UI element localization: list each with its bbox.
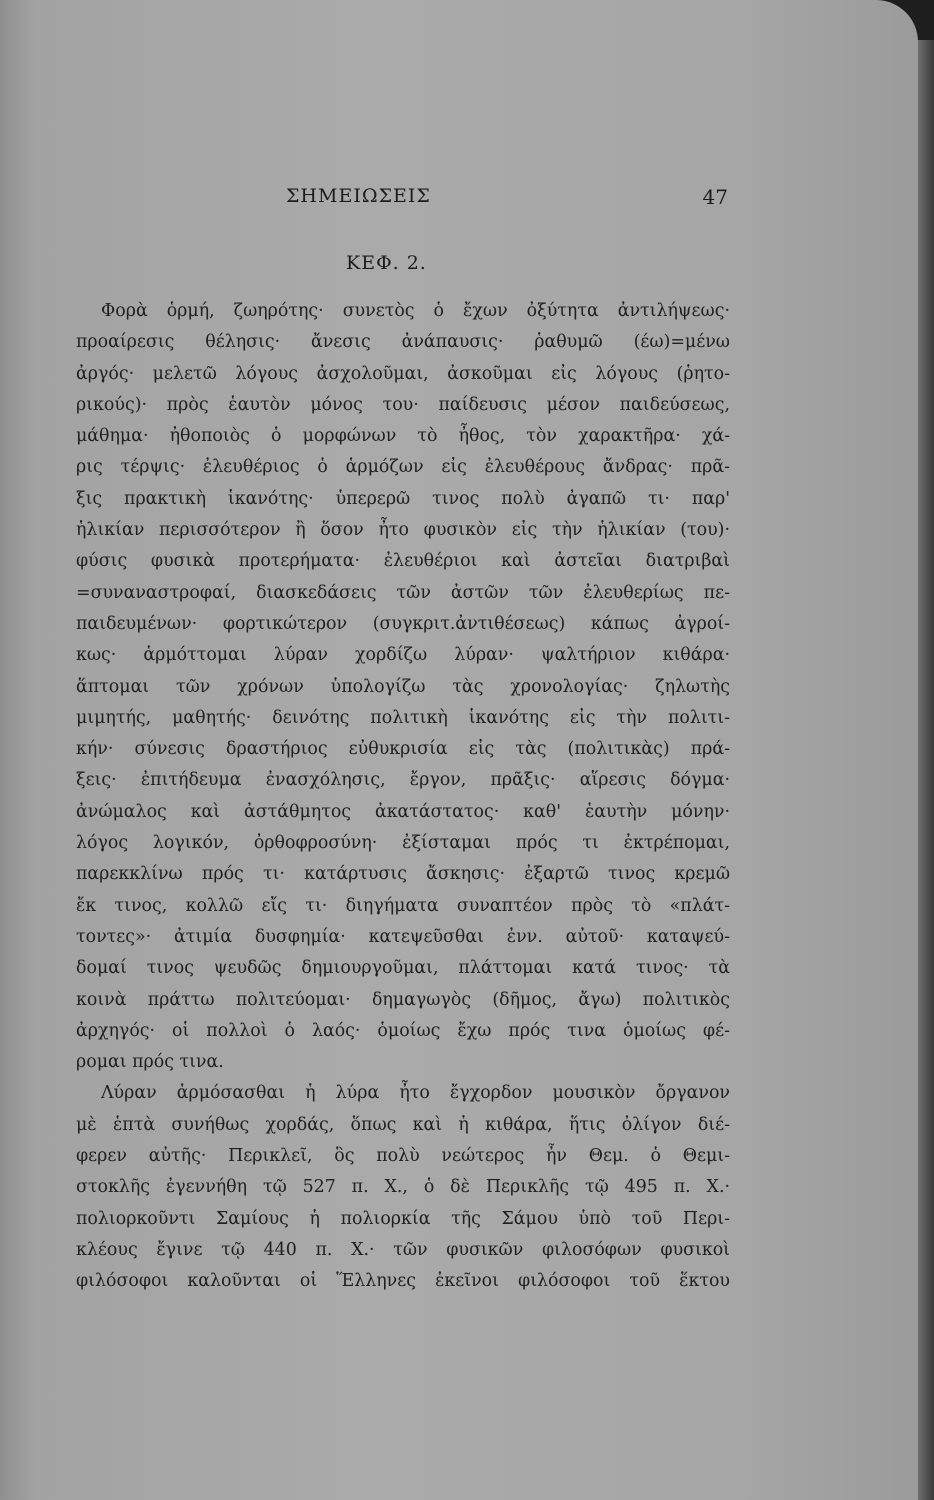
text-line: Λύραν ἁρμόσασθαι ἡ λύρα ἦτο ἔγχορδον μουσικὸν ὄργανον bbox=[101, 1083, 730, 1104]
text-line: δομαί τινος ψευδῶς δημιουργοῦμαι, πλάττομαι κατά τινος· τὰ bbox=[76, 958, 730, 979]
text-line: ρομαι πρός τινα. bbox=[76, 1052, 224, 1073]
text-line: ρις τέρψις· ἐλευθέριος ὁ ἁρμόζων εἰς ἐλευθέρους ἄνδρας· πρᾶ- bbox=[76, 457, 730, 478]
text-line: ξις πρακτικὴ ἱκανότης· ὑπερερῶ τινος πολὺ ἀγαπῶ τι· παρ' bbox=[76, 488, 730, 509]
text-line: =συναναστροφαί, διασκεδάσεις τῶν ἀστῶν τῶν ἐλευθερίως πε- bbox=[76, 582, 730, 603]
text-line: τοντες»· ἀτιμία δυσφημία· κατεψεῦσθαι ἐνν. αὐτοῦ· καταψεύ- bbox=[76, 926, 730, 947]
text-line: μάθημα· ἠθοποιὸς ὁ μορφώνων τὸ ἦθος, τὸν χαρακτῆρα· χά- bbox=[76, 426, 730, 447]
text-line: κλέους ἔγινε τῷ 440 π. Χ.· τῶν φυσικῶν φιλοσόφων φυσικοὶ bbox=[76, 1239, 730, 1260]
text-line: μὲ ἑπτὰ συνήθως χορδάς, ὅπως καὶ ἡ κιθάρα, ἥτις ὀλίγον διέ- bbox=[76, 1114, 730, 1135]
text-line: παιδευμένων· φορτικώτερον (συγκριτ.ἀντιθέσεως) κάπως ἀγροί- bbox=[76, 613, 730, 634]
text-line: κοινὰ πράττω πολιτεύομαι· δημαγωγὸς (δῆμος, ἄγω) πολιτικὸς bbox=[76, 989, 730, 1010]
text-line: παρεκκλίνω πρός τι· κατάρτυσις ἄσκησις· ἐξαρτῶ τινος κρεμῶ bbox=[76, 864, 730, 885]
text-line: λόγος λογικόν, ὀρθοφροσύνη· ἐξίσταμαι πρός τι ἐκτρέπομαι, bbox=[76, 833, 730, 854]
page-header bbox=[286, 185, 728, 215]
text-line: ἔκ τινος, κολλῶ εἴς τι· διηγήματα συναπτέον πρὸς τὸ «πλάτ- bbox=[76, 895, 730, 916]
text-line: φιλόσοφοι καλοῦνται οἱ Ἕλληνες ἐκεῖνοι φιλόσοφοι τοῦ ἕκτου bbox=[76, 1271, 730, 1292]
text-line: κως· ἁρμόττομαι λύραν χορδίζω λύραν· ψαλτήριον κιθάρα· bbox=[76, 645, 730, 666]
text-line: φερεν αὐτῆς· Περικλεῖ, ὃς πολὺ νεώτερος ἦν Θεμ. ὁ Θεμι- bbox=[76, 1146, 730, 1167]
text-line: στοκλῆς ἐγεννήθη τῷ 527 π. Χ., ὁ δὲ Περικλῆς τῷ 495 π. Χ.· bbox=[76, 1177, 730, 1198]
text-line: προαίρεσις θέλησις· ἄνεσις ἀνάπαυσις· ῥαθυμῶ (έω)=μένω bbox=[76, 332, 730, 353]
text-line: φύσις φυσικὰ προτερήματα· ἐλευθέριοι καὶ ἀστεῖαι διατριβαὶ bbox=[76, 551, 730, 572]
page-number: 47 bbox=[702, 185, 728, 209]
text-line: μιμητής, μαθητής· δεινότης πολιτικὴ ἱκανότης εἰς τὴν πολιτι- bbox=[76, 707, 730, 728]
text-line: ἅπτομαι τῶν χρόνων ὑπολογίζω τὰς χρονολογίας· ζηλωτὴς bbox=[76, 676, 730, 697]
notes-body bbox=[76, 296, 730, 1298]
text-line: ἡλικίαν περισσότερον ἢ ὅσον ἦτο φυσικὸν εἰς τὴν ἡλικίαν (του)· bbox=[76, 520, 730, 541]
text-line: ἀρχηγός· οἱ πολλοὶ ὁ λαός· ὁμοίως ἔχω πρός τινα ὁμοίως φέ- bbox=[76, 1020, 730, 1041]
chapter-heading: ΚΕΦ. 2. bbox=[346, 252, 427, 274]
running-title: ΣΗΜΕΙΩΣΕΙΣ bbox=[286, 185, 431, 207]
text-line: ρικούς)· πρὸς ἑαυτὸν μόνος του· παίδευσις μέσον παιδεύσεως, bbox=[76, 394, 730, 415]
text-line: κήν· σύνεσις δραστήριος εὐθυκρισία εἰς τὰς (πολιτικὰς) πρά- bbox=[76, 739, 730, 760]
text-line: ἀργός· μελετῶ λόγους ἀσχολοῦμαι, ἀσκοῦμαι εἰς λόγους (ῥητο- bbox=[76, 363, 730, 384]
text-line: πολιορκοῦντι Σαμίους ἡ πολιορκία τῆς Σάμου ὑπὸ τοῦ Περι- bbox=[76, 1208, 730, 1229]
text-line: ξεις· ἐπιτήδευμα ἐνασχόλησις, ἔργον, πρᾶξις· αἵρεσις δόγμα· bbox=[76, 770, 730, 791]
text-line: Φορὰ ὁρμή, ζωηρότης· συνετὸς ὁ ἔχων ὀξύτητα ἀντιλήψεως· bbox=[101, 301, 730, 321]
text-line: ἀνώμαλος καὶ ἀστάθμητος ἀκατάστατος· καθ' ἑαυτὴν μόνην· bbox=[76, 801, 730, 822]
